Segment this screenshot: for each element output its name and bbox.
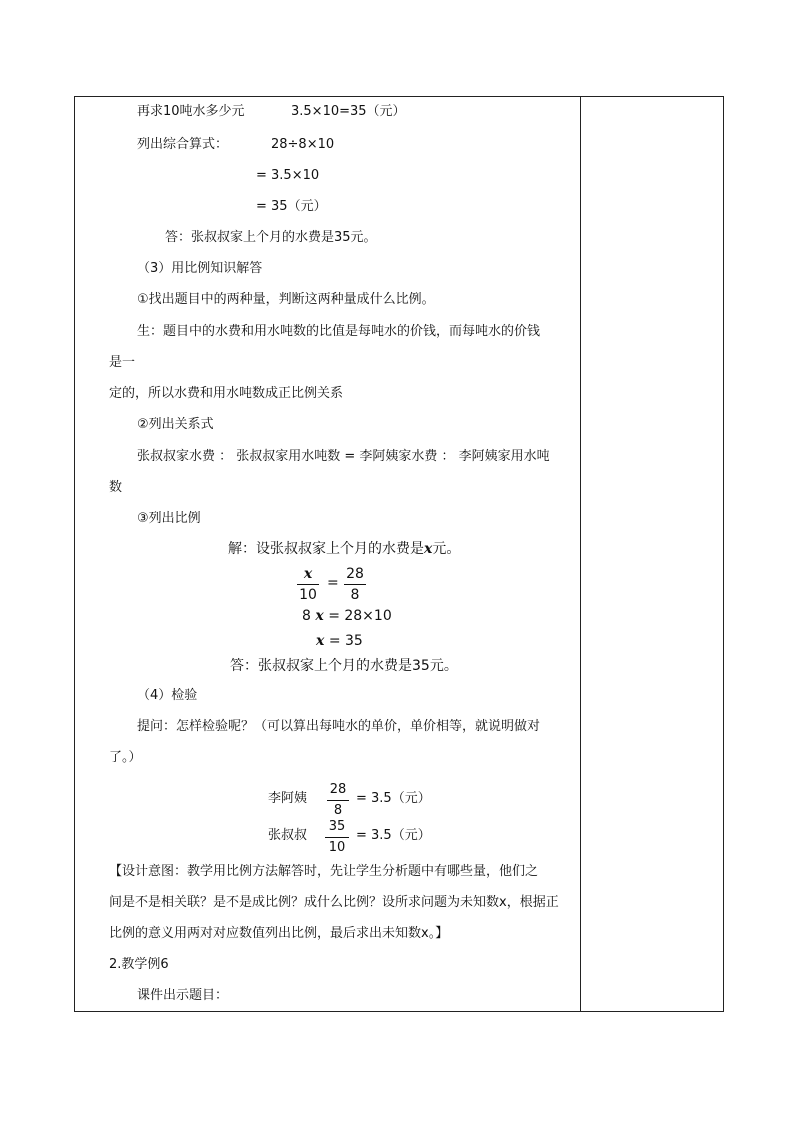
text-line: ②列出关系式: [137, 417, 214, 432]
text-line: 课件出示题目：: [137, 988, 229, 1003]
text-line: 定的，所以水费和用水吨数成正比例关系: [109, 386, 344, 401]
fraction-35-over-10: 35 10: [325, 819, 349, 856]
check-label: 张叔叔: [268, 828, 308, 843]
check-label: 李阿姨: [268, 791, 308, 806]
fraction-x-over-10: x 10: [297, 566, 319, 603]
section-heading: （4）检验: [137, 688, 198, 703]
text-line: 列出综合算式：: [137, 137, 229, 152]
answer-line: 答：张叔叔家上个月的水费是35元。: [230, 658, 458, 674]
text-line: 了。）: [109, 750, 142, 765]
check-result: = 3.5（元）: [356, 791, 431, 806]
text-line: ①找出题目中的两种量，判断这两种量成什么比例。: [137, 292, 435, 307]
design-note-line: 【设计意图：教学用比例方法解答时，先让学生分析题中有哪些量，他们之: [109, 864, 539, 879]
equation-line: x = 35: [316, 633, 363, 649]
equation-line: 8 x = 28×10: [302, 608, 392, 624]
fraction-28-over-8: 28 8: [344, 566, 366, 603]
text-line: 是一: [109, 355, 136, 370]
table-column-divider: [580, 96, 581, 1012]
design-note-line: 间是不是相关联？是不是成比例？成什么比例？设所求问题为未知数x，根据正: [109, 895, 559, 910]
text-line: 3.5×10=35（元）: [291, 104, 406, 119]
check-result: = 3.5（元）: [356, 828, 431, 843]
answer-line: 答：张叔叔家上个月的水费是35元。: [165, 230, 377, 245]
text-line: = 35（元）: [256, 199, 327, 214]
solution-intro: 解：设张叔叔家上个月的水费是x元。: [228, 541, 461, 557]
fraction-28-over-8: 28 8: [327, 782, 349, 819]
text-line: 生：题目中的水费和用水吨数的比值是每吨水的价钱，而每吨水的价钱: [137, 324, 541, 339]
text-line: = 3.5×10: [256, 168, 320, 183]
design-note-line: 比例的意义用两对对应数值列出比例，最后求出未知数x。】: [109, 926, 449, 941]
section-heading: （3）用比例知识解答: [137, 261, 263, 276]
text-line: ③列出比例: [137, 511, 201, 526]
section-heading: 2.教学例6: [109, 957, 169, 972]
text-line: 28÷8×10: [271, 137, 335, 152]
text-line: 提问：怎样检验呢？（可以算出每吨水的单价，单价相等，就说明做对: [137, 719, 541, 734]
text-line: 数: [109, 480, 123, 495]
text-line: 张叔叔家水费 ： 张叔叔家用水吨数 = 李阿姨家水费 ： 李阿姨家用水吨: [137, 449, 550, 464]
equals-sign: =: [327, 575, 339, 591]
text-line: 再求10吨水多少元: [137, 104, 245, 119]
